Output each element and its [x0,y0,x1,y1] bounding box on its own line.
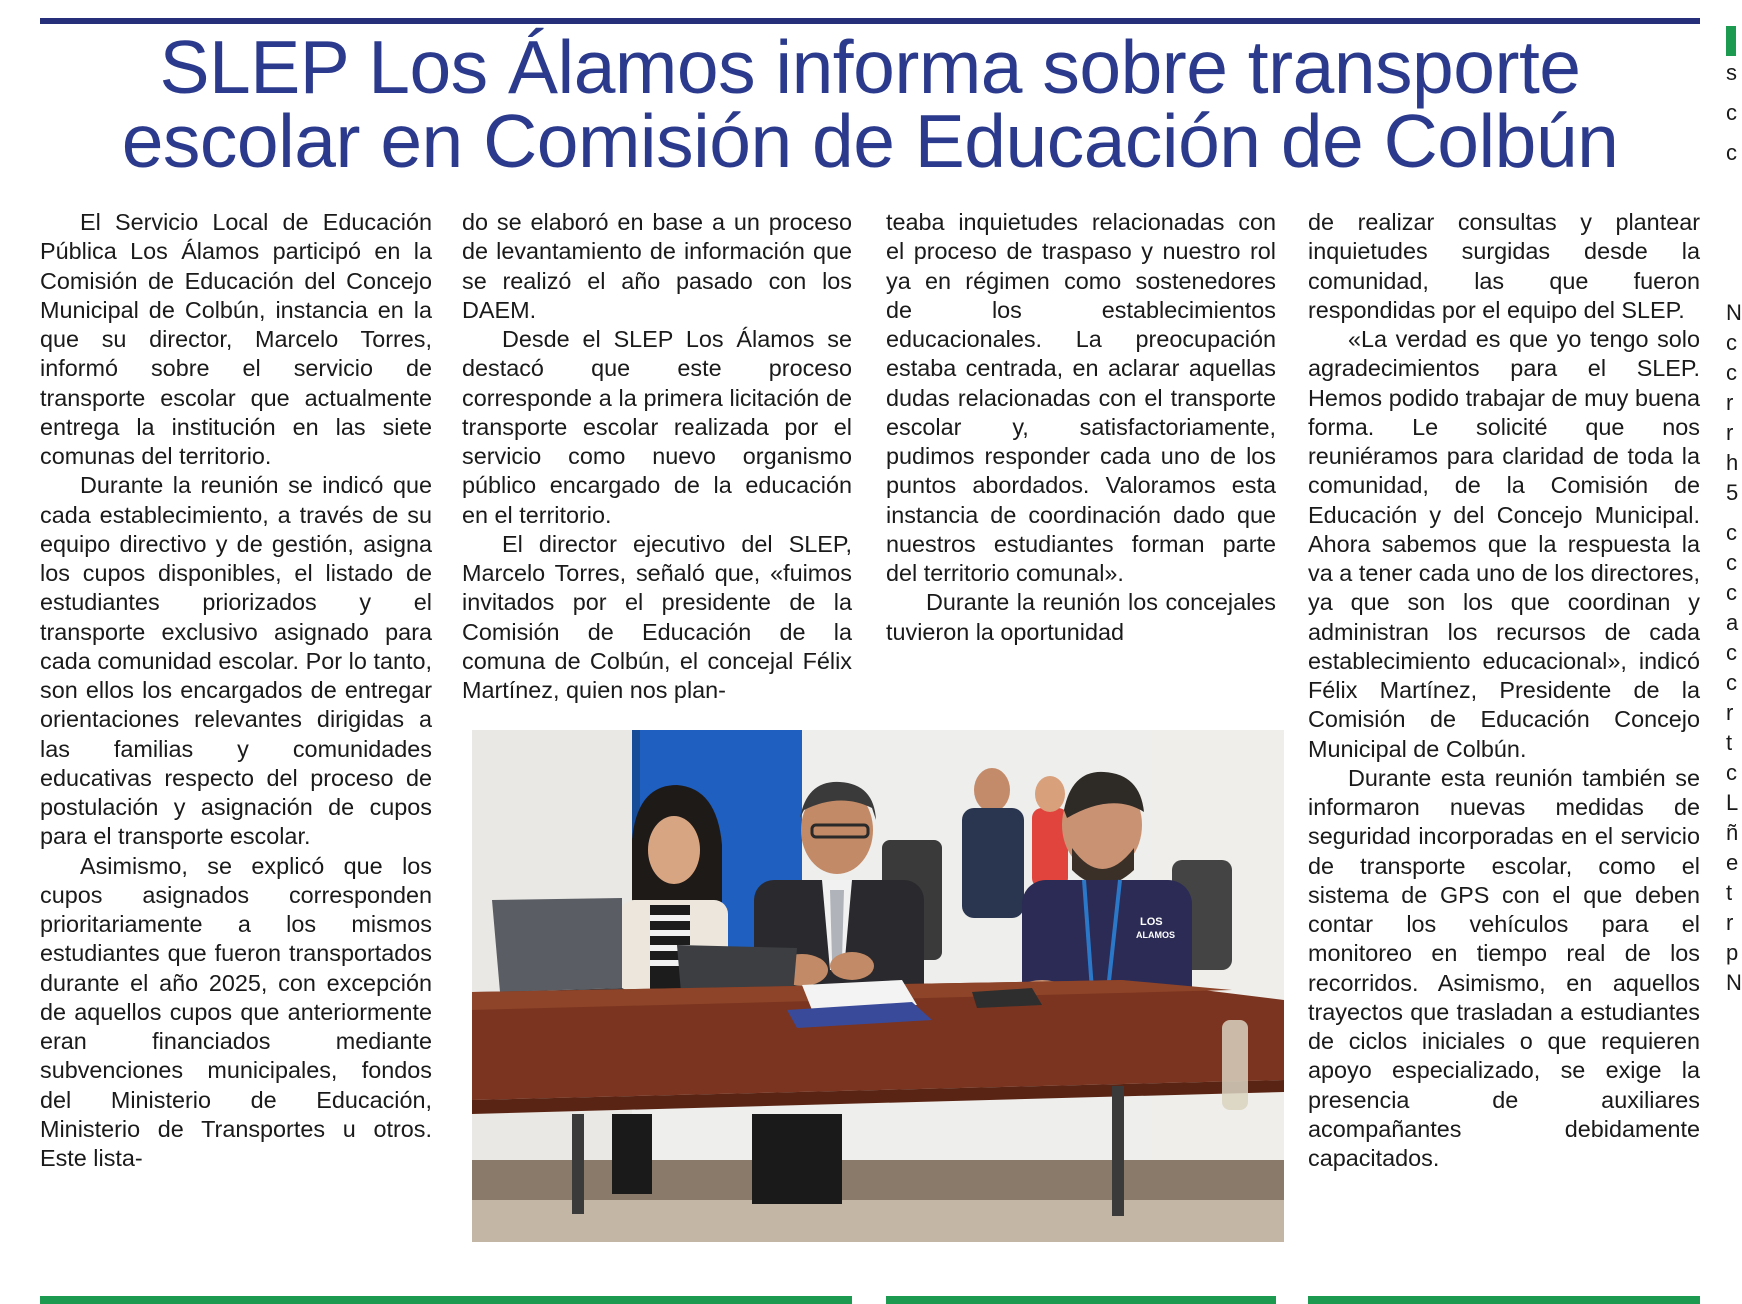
adjacent-fragment: c [1726,760,1737,785]
adjacent-fragment: N [1726,300,1742,325]
column-3-paragraph-2: Durante la reunión los concejales tuvieron la oportunidad [886,589,1276,645]
adjacent-fragment: c [1726,140,1737,165]
adjacent-fragment: 5 [1726,480,1739,505]
adjacent-fragment: c [1726,580,1737,605]
text-column-3 [886,208,1276,647]
adjacent-fragment: t [1726,730,1733,755]
adjacent-fragment: a [1726,610,1739,635]
adjacent-fragment: c [1726,520,1737,545]
column-4-paragraph-3: Durante esta reunión también se informaron nuevas medidas de seguridad incorporadas en el servicio de transporte escolar, como el sistema de GPS con el que deben contar los vehículos para el monitoreo en tiempo real de los recorridos. Asimismo, en aquellos trayectos que trasladan a estudiantes de ciclos iniciales o que requieren apoyo especializado, se exige la presencia de auxiliares acompañantes debidamente capacitados. [1308,764,1700,1171]
adjacent-fragment: L [1726,790,1739,815]
adjacent-fragment: h [1726,450,1739,475]
text-column-1 [40,208,432,1173]
column-2-paragraph-3: El director ejecutivo del SLEP, Marcelo Torres, señaló que, «fuimos invitados por el presidente de la Comisión de Educación de la comuna de Colbún, el concejal Félix Martínez, quien nos plan- [462,530,852,703]
column-4-paragraph-1: de realizar consultas y plantear inquietudes surgidas desde la comunidad, las que fueron respondidas por el equipo del SLEP. [1308,209,1700,323]
meeting-photo [472,730,1284,1242]
footer-bar-middle [886,1296,1276,1304]
adjacent-fragment: p [1726,940,1739,965]
adjacent-fragment: t [1726,880,1733,905]
adjacent-fragment: c [1726,100,1737,125]
adjacent-fragment: r [1726,700,1734,725]
top-rule [40,18,1700,24]
column-4-paragraph-2: «La verdad es que yo tengo solo agradecimientos para el SLEP. Hemos podido trabajar de muy buena forma. Le solicité que nos reuniéramos para claridad de toda la comunidad, de la Comisión de Educación y del Concejo Municipal. Ahora sabemos que la respuesta la va a tener cada uno de los directores, ya que son los que coordinan y administran los recursos de cada establecimiento educacional», indicó Félix Martínez, Presidente de la Comisión de Educación Concejo Municipal de Colbún. [1308,326,1700,762]
column-3-paragraph-1: teaba inquietudes relacionadas con el proceso de traspaso y nuestro rol ya en régimen como sostenedores de los establecimientos educacionales. La preocupación estaba centrada, en aclarar aquellas dudas relacionadas con el transporte escolar y, satisfactoriamente, pudimos responder cada uno de los puntos abordados. Valoramos esta instancia de coordinación dado que nuestros estudiantes forman parte del territorio comunal». [886,209,1276,586]
adjacent-green-strip [1726,26,1736,56]
column-2-paragraph-1: do se elaboró en base a un proceso de levantamiento de información que se realizó el año pasado con los DAEM. [462,209,852,323]
adjacent-fragment: r [1726,390,1734,415]
column-1-paragraph-2: Durante la reunión se indicó que cada establecimiento, a través de su equipo directivo y de gestión, asigna los cupos disponibles, el listado de estudiantes priorizados y el transporte exclusivo asignado para cada comunidad escolar. Por lo tanto, son ellos los encargados de entregar orientaciones relevantes dirigidas a las familias y comunidades educativas respecto del proceso de postulación y asignación de cupos para el transporte escolar. [40,472,432,850]
footer-bar-left [40,1296,852,1304]
adjacent-fragment: c [1726,670,1737,695]
column-1-paragraph-1: El Servicio Local de Educación Pública Los Álamos participó en la Comisión de Educación del Concejo Municipal de Colbún, instancia en la que su director, Marcelo Torres, informó sobre el servicio de transporte escolar que actualmente entrega la institución en las siete comunas del territorio. [40,209,432,469]
adjacent-fragment: r [1726,420,1734,445]
adjacent-fragment: s [1726,60,1737,85]
column-2-paragraph-2: Desde el SLEP Los Álamos se destacó que este proceso corresponde a la primera licitación de transporte escolar realizada por el servicio como nuevo organismo público encargado de la educación en el territorio. [462,326,852,528]
footer-bar-right [1308,1296,1700,1304]
text-column-4 [1308,208,1700,1173]
adjacent-fragment: e [1726,850,1739,875]
adjacent-fragment: ñ [1726,820,1739,845]
lanyard-text-2: ALAMOS [1136,930,1175,940]
article-headline: SLEP Los Álamos informa sobre transporte escolar en Comisión de Educación de Colbún [121,25,1619,183]
adjacent-fragment: N [1726,970,1742,995]
adjacent-fragment: c [1726,640,1737,665]
adjacent-fragment: r [1726,910,1734,935]
adjacent-fragment: c [1726,360,1737,385]
adjacent-fragment: c [1726,550,1737,575]
adjacent-fragment: c [1726,330,1737,355]
column-1-paragraph-3: Asimismo, se explicó que los cupos asignados corresponden prioritariamente a los mismos estudiantes que fueron transportados durante el año 2025, con excepción de aquellos cupos que anteriormente eran financiados mediante subvenciones municipales, fondos del Ministerio de Educación, Ministerio de Transportes u otros. Este lista- [40,852,432,1171]
lanyard-text-1: LOS [1140,916,1163,928]
text-column-2 [462,208,852,705]
